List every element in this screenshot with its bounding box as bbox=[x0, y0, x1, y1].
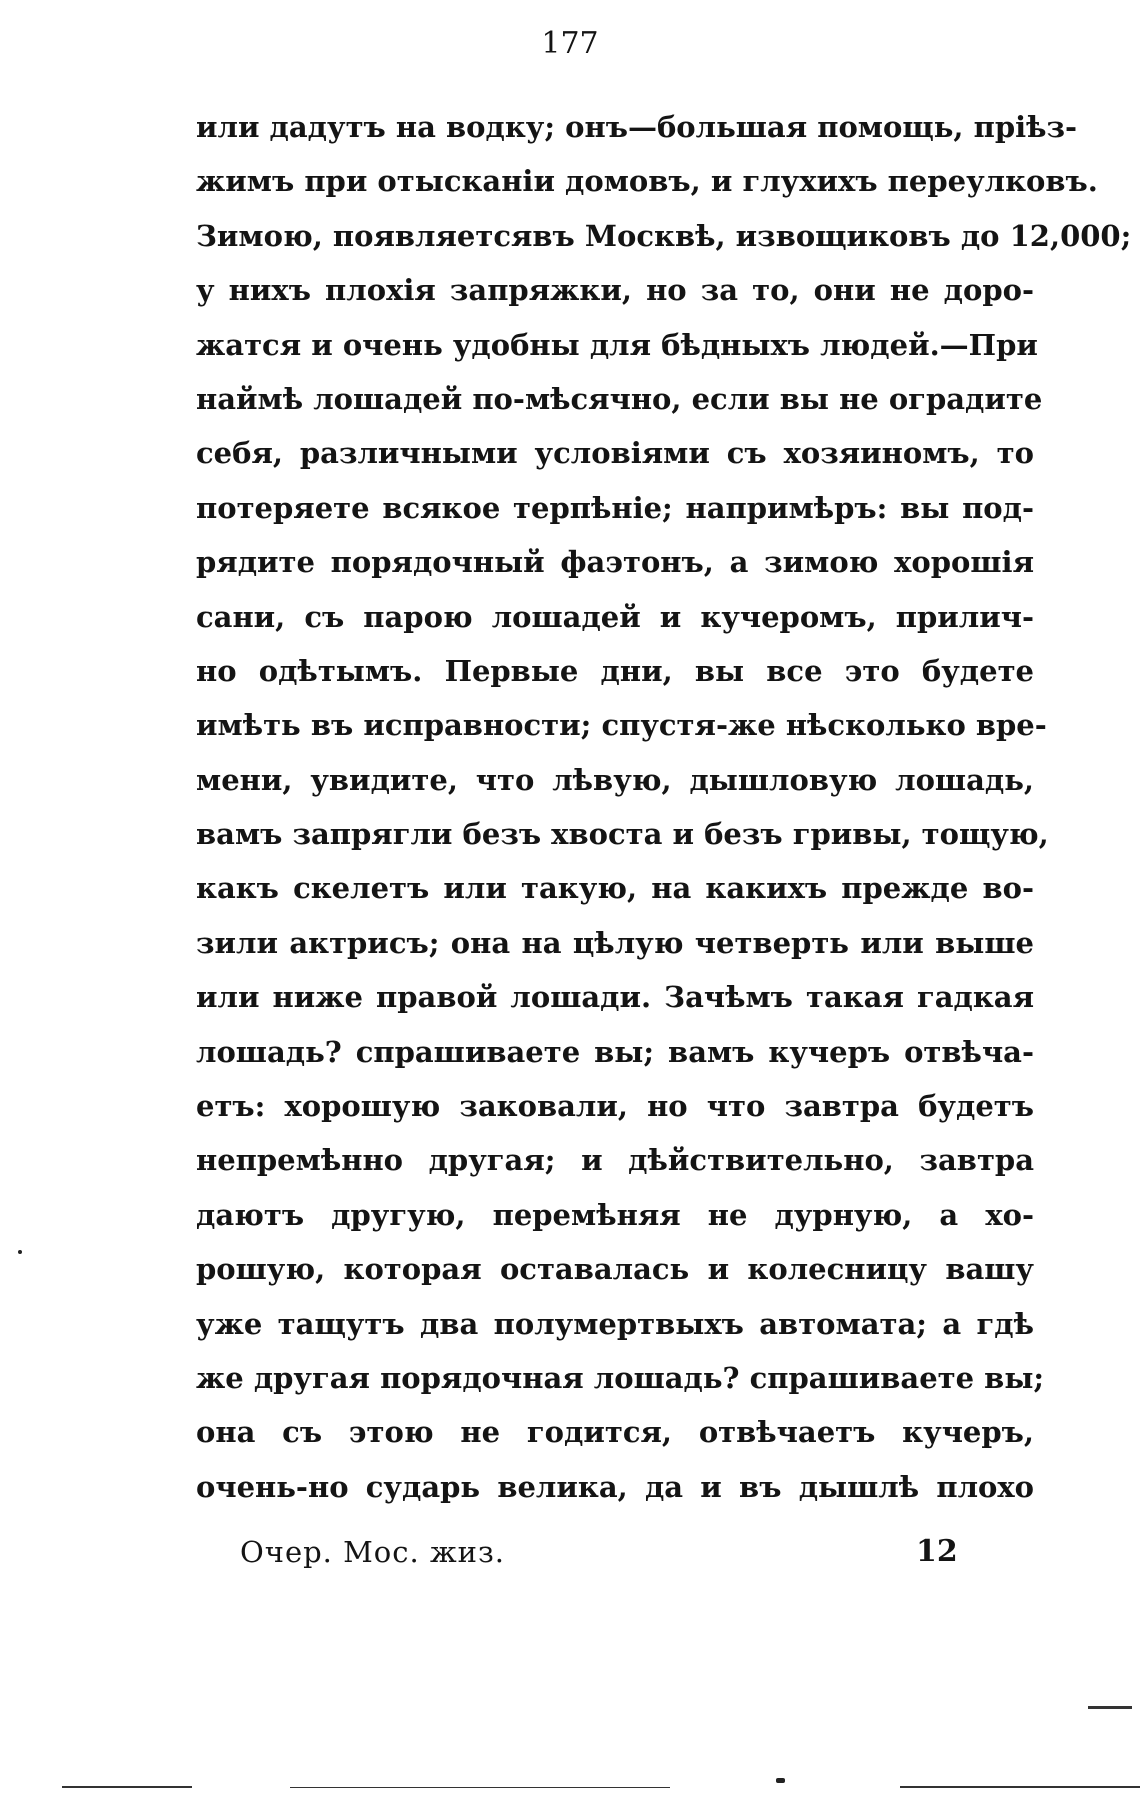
stray-mark bbox=[776, 1778, 785, 1783]
text-line: у нихъ плохiя запряжки, но за то, они не доро- bbox=[196, 273, 1034, 308]
text-line: лошадь? спрашиваете вы; вамъ кучеръ отвѣча- bbox=[196, 1034, 1034, 1069]
text-line: етъ: хорошую заковали, но что завтра будетъ bbox=[196, 1089, 1034, 1124]
page-number: 177 bbox=[541, 26, 599, 61]
text-line: мени, увидите, что лѣвую, дышловую лошадь, bbox=[196, 762, 1034, 797]
text-line: наймѣ лошадей по-мѣсячно, если вы не оградите bbox=[196, 381, 1043, 416]
footer-signature: Очер. Мос. жиз. bbox=[240, 1535, 505, 1569]
text-line: вамъ запрягли безъ хвоста и безъ гривы, тощую, bbox=[196, 817, 1049, 852]
text-line: имѣть въ исправности; спустя-же нѣсколько вре- bbox=[196, 708, 1047, 743]
stray-dash bbox=[1088, 1706, 1132, 1709]
text-line: уже тащутъ два полумертвыхъ автомата; а гдѣ bbox=[196, 1306, 1034, 1341]
text-line: рядите порядочный фаэтонъ, а зимою хорошiя bbox=[196, 545, 1034, 580]
text-line: даютъ другую, перемѣняя не дурную, а хо- bbox=[196, 1197, 1034, 1232]
text-line: какъ скелетъ или такую, на какихъ прежде во- bbox=[196, 871, 1034, 906]
footer-sheet-number: 12 bbox=[916, 1534, 958, 1569]
stray-dot bbox=[18, 1250, 22, 1254]
text-line: или ниже правой лошади. Зачѣмъ такая гадкая bbox=[196, 980, 1034, 1015]
bottom-rule-left bbox=[62, 1786, 192, 1788]
text-line: но одѣтымъ. Первые дни, вы все это будете bbox=[196, 653, 1034, 688]
text-line: зили актрисъ; она на цѣлую четверть или выше bbox=[196, 925, 1034, 960]
text-line: себя, различными условiями съ хозяиномъ, то bbox=[196, 436, 1034, 471]
text-line: она съ этою не годится, отвѣчаетъ кучеръ, bbox=[196, 1415, 1034, 1450]
text-line: жатся и очень удобны для бѣдныхъ людей.—При bbox=[196, 327, 1038, 362]
text-line: потеряете всякое терпѣнiе; напримѣръ: вы под- bbox=[196, 490, 1034, 525]
bottom-rule-right bbox=[900, 1786, 1140, 1788]
text-line: жимъ при отысканiи домовъ, и глухихъ переулковъ. bbox=[196, 164, 1098, 199]
text-line: Зимою, появляетсявъ Москвѣ, извощиковъ до 12,000; bbox=[196, 218, 1132, 253]
text-line: рошую, которая оставалась и колесницу вашу bbox=[196, 1252, 1034, 1287]
text-line: непремѣнно другая; и дѣйствительно, завтра bbox=[196, 1143, 1034, 1178]
text-line: же другая порядочная лошадь? спрашиваете вы; bbox=[196, 1360, 1045, 1395]
text-line: или дадутъ на водку; онъ—большая помощь, прiѣз- bbox=[196, 110, 1078, 144]
body-text bbox=[196, 100, 1132, 1514]
text-line: сани, съ парою лошадей и кучеромъ, прилич- bbox=[196, 599, 1034, 634]
bottom-rule-center bbox=[290, 1787, 670, 1788]
text-line: очень-но сударь велика, да и въ дышлѣ плохо bbox=[196, 1469, 1034, 1504]
